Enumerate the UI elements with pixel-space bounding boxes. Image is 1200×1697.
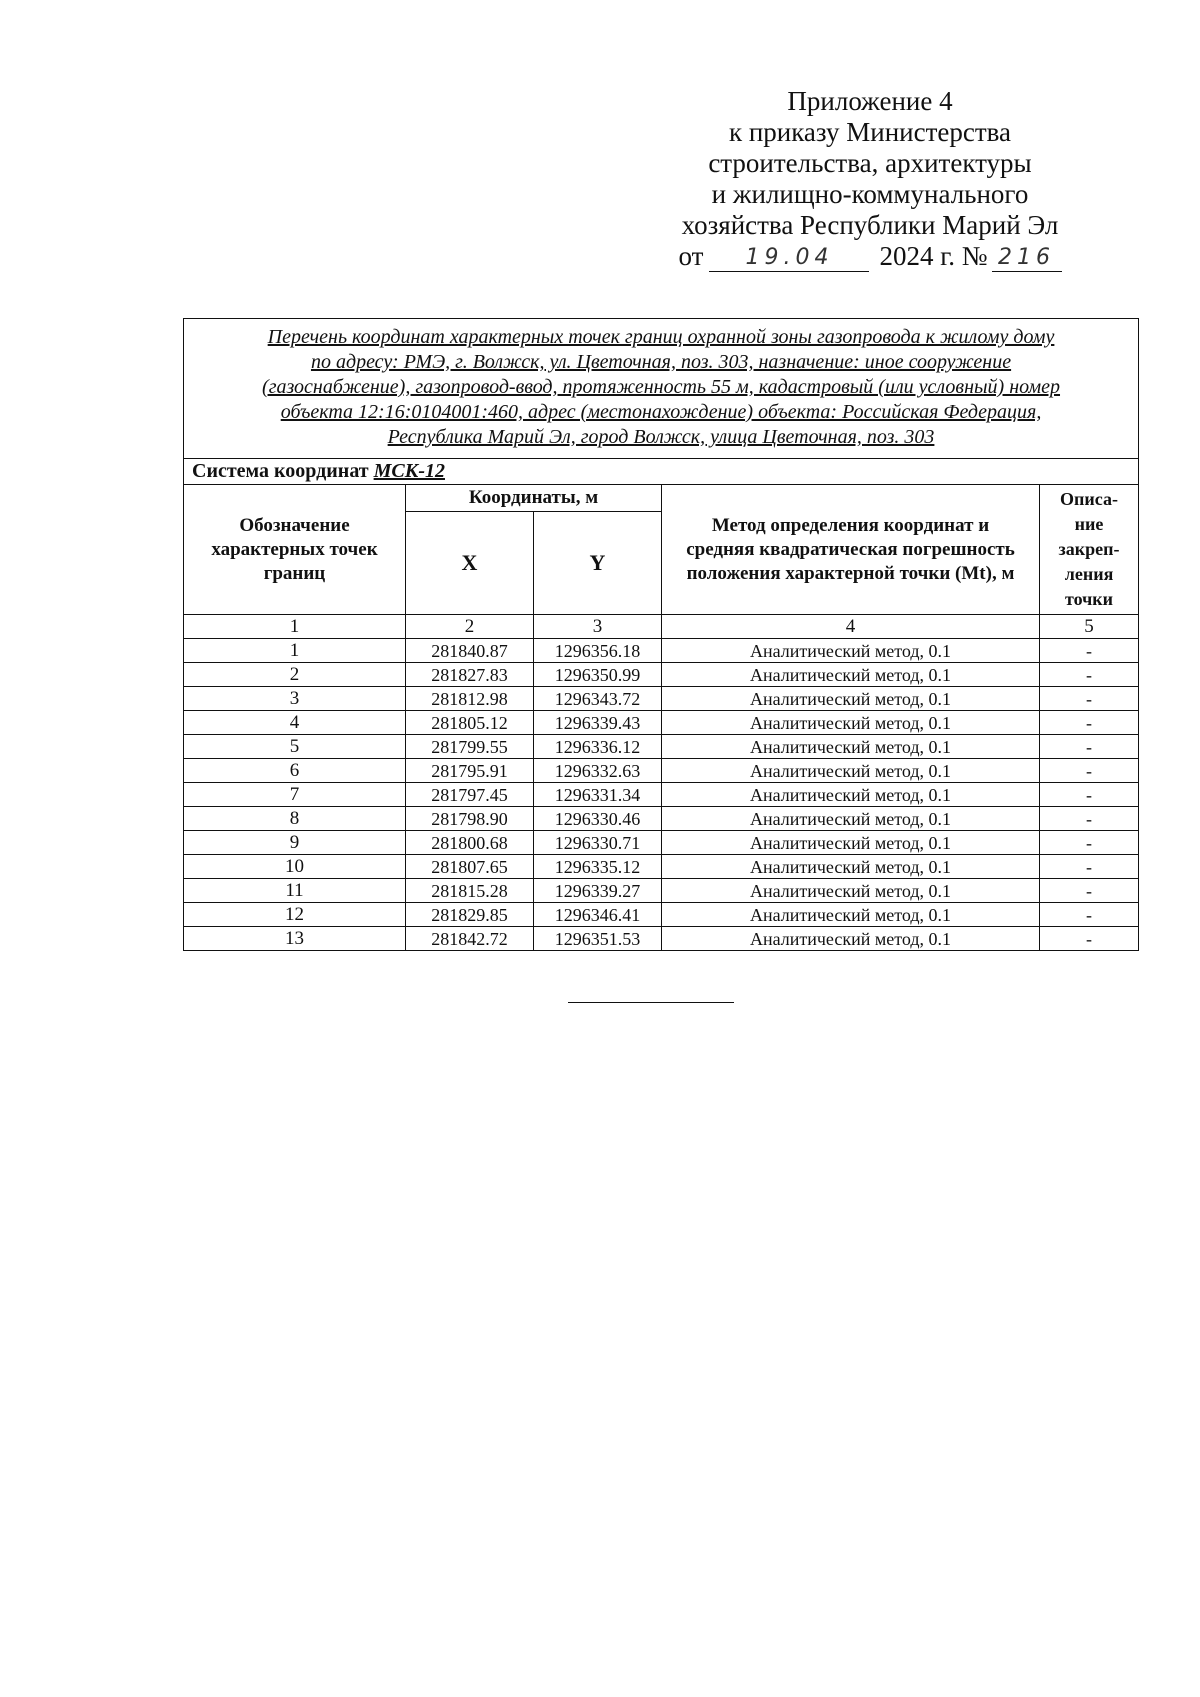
table-row — [184, 831, 1139, 855]
order-year-label: 2024 г. № — [879, 241, 988, 271]
method-cell: Аналитический метод, 0.1 — [662, 639, 1040, 663]
table-row — [184, 735, 1139, 759]
table-row — [184, 855, 1139, 879]
col-method-header: Метод определения координат и средняя квадратическая погрешность положения характерной точки (Mt), м — [662, 485, 1040, 615]
point-number-cell: 13 — [184, 927, 406, 951]
end-rule — [568, 1002, 734, 1003]
coordinate-system — [184, 459, 1139, 485]
y-coordinate-cell: 1296356.18 — [534, 639, 662, 663]
description-cell: - — [1040, 687, 1139, 711]
description-cell: - — [1040, 663, 1139, 687]
point-number-cell: 8 — [184, 807, 406, 831]
point-number-cell: 12 — [184, 903, 406, 927]
x-coordinate-cell: 281799.55 — [406, 735, 534, 759]
handwritten-order-number: 216 — [992, 245, 1062, 272]
method-cell: Аналитический метод, 0.1 — [662, 735, 1040, 759]
point-number-cell: 1 — [184, 639, 406, 663]
point-number-cell: 9 — [184, 831, 406, 855]
x-coordinate-cell: 281795.91 — [406, 759, 534, 783]
x-coordinate-cell: 281805.12 — [406, 711, 534, 735]
description-cell: - — [1040, 639, 1139, 663]
title-line-2: по адресу: РМЭ, г. Волжск, ул. Цветочная, поз. 303, назначение: иное сооружение — [310, 351, 1012, 373]
method-cell: Аналитический метод, 0.1 — [662, 879, 1040, 903]
method-cell: Аналитический метод, 0.1 — [662, 927, 1040, 951]
table-row — [184, 927, 1139, 951]
title-line-4: объекта 12:16:0104001:460, адрес (местонахождение) объекта: Российская Федерация, — [280, 401, 1042, 423]
title-line-1: Перечень координат характерных точек границ охранной зоны газопровода к жилому дому — [267, 326, 1055, 348]
coordinates-body — [184, 639, 1139, 951]
appendix-title: Приложение 4 — [787, 86, 953, 116]
col-designation-header: Обозначение характерных точек границ — [184, 485, 406, 615]
handwritten-date: 19.04 — [709, 245, 869, 272]
title-line-3: (газоснабжение), газопровод-ввод, протяженность 55 м, кадастровый (или условный) номер — [262, 376, 1061, 398]
point-number-cell: 3 — [184, 687, 406, 711]
x-coordinate-cell: 281812.98 — [406, 687, 534, 711]
y-coordinate-cell: 1296336.12 — [534, 735, 662, 759]
y-coordinate-cell: 1296335.12 — [534, 855, 662, 879]
x-coordinate-cell: 281829.85 — [406, 903, 534, 927]
method-cell: Аналитический метод, 0.1 — [662, 759, 1040, 783]
col-number: 3 — [534, 615, 662, 639]
order-date-line — [620, 241, 1120, 272]
col-number: 2 — [406, 615, 534, 639]
y-coordinate-cell: 1296330.46 — [534, 807, 662, 831]
appendix-header — [620, 86, 1120, 272]
desc-header-l3: закреп- — [1058, 539, 1120, 559]
table-row — [184, 879, 1139, 903]
description-cell: - — [1040, 831, 1139, 855]
title-line-5: Республика Марий Эл, город Волжск, улица Цветочная, поз. 303 — [387, 426, 935, 448]
desc-header-l1: Описа- — [1060, 489, 1118, 509]
table-row — [184, 639, 1139, 663]
method-cell: Аналитический метод, 0.1 — [662, 687, 1040, 711]
table-title — [184, 319, 1139, 459]
description-cell: - — [1040, 927, 1139, 951]
y-coordinate-cell: 1296339.27 — [534, 879, 662, 903]
method-cell: Аналитический метод, 0.1 — [662, 855, 1040, 879]
table-row — [184, 783, 1139, 807]
description-cell: - — [1040, 783, 1139, 807]
x-coordinate-cell: 281800.68 — [406, 831, 534, 855]
method-cell: Аналитический метод, 0.1 — [662, 903, 1040, 927]
table-row — [184, 687, 1139, 711]
point-number-cell: 2 — [184, 663, 406, 687]
point-number-cell: 7 — [184, 783, 406, 807]
table-row — [184, 711, 1139, 735]
system-value: МСК-12 — [373, 460, 445, 482]
y-coordinate-cell: 1296346.41 — [534, 903, 662, 927]
col-description-header — [1040, 485, 1139, 615]
y-coordinate-cell: 1296339.43 — [534, 711, 662, 735]
x-coordinate-cell: 281842.72 — [406, 927, 534, 951]
method-cell: Аналитический метод, 0.1 — [662, 663, 1040, 687]
column-number-row — [184, 615, 1139, 639]
x-coordinate-cell: 281798.90 — [406, 807, 534, 831]
y-coordinate-cell: 1296331.34 — [534, 783, 662, 807]
col-number: 1 — [184, 615, 406, 639]
point-number-cell: 10 — [184, 855, 406, 879]
point-number-cell: 5 — [184, 735, 406, 759]
table-row — [184, 807, 1139, 831]
table-row — [184, 903, 1139, 927]
col-number: 4 — [662, 615, 1040, 639]
header-row-1 — [184, 485, 1139, 512]
header-line-3: строительства, архитектуры — [708, 148, 1032, 178]
header-line-5: хозяйства Республики Марий Эл — [681, 210, 1059, 240]
description-cell: - — [1040, 903, 1139, 927]
method-cell: Аналитический метод, 0.1 — [662, 783, 1040, 807]
ot-label: от — [678, 241, 704, 271]
y-coordinate-cell: 1296330.71 — [534, 831, 662, 855]
table-row — [184, 663, 1139, 687]
col-number: 5 — [1040, 615, 1139, 639]
description-cell: - — [1040, 711, 1139, 735]
y-coordinate-cell: 1296350.99 — [534, 663, 662, 687]
method-cell: Аналитический метод, 0.1 — [662, 711, 1040, 735]
point-number-cell: 11 — [184, 879, 406, 903]
x-coordinate-cell: 281840.87 — [406, 639, 534, 663]
system-label: Система координат — [192, 460, 369, 482]
coordinates-table — [183, 318, 1139, 951]
x-coordinate-cell: 281827.83 — [406, 663, 534, 687]
title-row — [184, 319, 1139, 459]
description-cell: - — [1040, 807, 1139, 831]
description-cell: - — [1040, 879, 1139, 903]
point-number-cell: 4 — [184, 711, 406, 735]
col-y-header: Y — [534, 512, 662, 615]
system-row — [184, 459, 1139, 485]
desc-header-l5: точки — [1065, 589, 1114, 609]
col-x-header: X — [406, 512, 534, 615]
x-coordinate-cell: 281807.65 — [406, 855, 534, 879]
y-coordinate-cell: 1296351.53 — [534, 927, 662, 951]
x-coordinate-cell: 281815.28 — [406, 879, 534, 903]
method-cell: Аналитический метод, 0.1 — [662, 831, 1040, 855]
y-coordinate-cell: 1296343.72 — [534, 687, 662, 711]
header-line-4: и жилищно-коммунального — [711, 179, 1029, 209]
col-coordinates-header: Координаты, м — [406, 485, 662, 512]
point-number-cell: 6 — [184, 759, 406, 783]
method-cell: Аналитический метод, 0.1 — [662, 807, 1040, 831]
desc-header-l4: ления — [1064, 564, 1114, 584]
description-cell: - — [1040, 735, 1139, 759]
header-line-2: к приказу Министерства — [728, 117, 1012, 147]
description-cell: - — [1040, 759, 1139, 783]
desc-header-l2: ние — [1074, 514, 1104, 534]
table-row — [184, 759, 1139, 783]
y-coordinate-cell: 1296332.63 — [534, 759, 662, 783]
description-cell: - — [1040, 855, 1139, 879]
x-coordinate-cell: 281797.45 — [406, 783, 534, 807]
